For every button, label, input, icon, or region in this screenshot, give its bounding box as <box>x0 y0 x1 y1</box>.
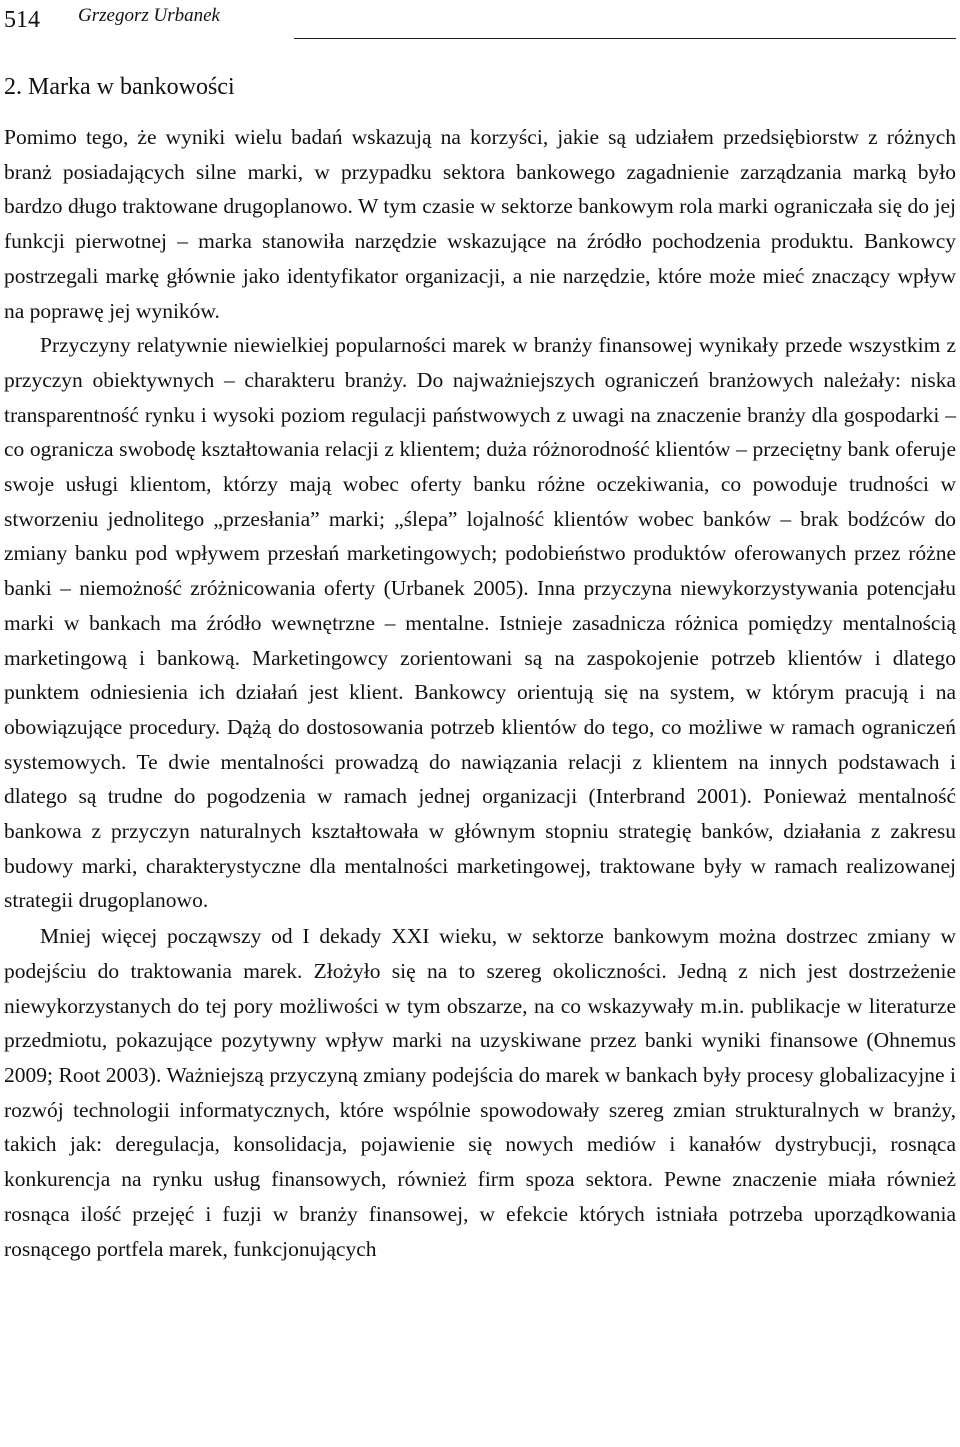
body-text <box>4 120 956 1266</box>
header-rule <box>294 38 956 39</box>
section-heading: 2. Marka w bankowości <box>4 74 235 100</box>
paragraph: Przyczyny relatywnie niewielkiej popularności marek w branży finansowej wynikały przede wszystkim z przyczyn obiektywnych – charakteru branży. Do najważniejszych ograniczeń branżowych należały: niska transparentność rynku i wysoki poziom regulacji państwowych z uwagi na znaczenie branży dla gospodarki – co ogranicza swobodę kształtowania relacji z klientem; duża różnorodność klientów – przeciętny bank oferuje swoje usługi klientom, którzy mają wobec oferty banku różne oczekiwania, co powoduje trudności w stworzeniu jednolitego „przesłania” marki; „ślepa” lojalność klientów wobec banków – brak bodźców do zmiany banku pod wpływem przesłań marketingowych; podobieństwo produktów oferowanych przez różne banki – niemożność zróżnicowania oferty (Urbanek 2005). Inna przyczyna niewykorzystywania potencjału marki w bankach ma źródło wewnętrzne – mentalne. Istnieje zasadnicza różnica pomiędzy mentalnością marketingową i bankową. Marketingowcy zorientowani są na zaspokojenie potrzeb klientów i dlatego punktem odniesienia ich działań jest klient. Bankowcy orientują się na system, w którym pracują i na obowiązujące procedury. Dążą do dostosowania potrzeb klientów do tego, co możliwe w ramach ograniczeń systemowych. Te dwie mentalności prowadzą do nawiązania relacji z klientem na innych podstawach i dlatego są trudne do pogodzenia w ramach jednej organizacji (Interbrand 2001). Ponieważ mentalność bankowa z przyczyn naturalnych kształtowała w głównym stopniu strategię banków, działania z zakresu budowy marki, charakterystyczne dla mentalności marketingowej, traktowane były w ramach realizowanej strategii drugoplanowo. <box>4 333 956 913</box>
running-head <box>4 0 956 40</box>
paragraph: Mniej więcej począwszy od I dekady XXI wieku, w sektorze bankowym można dostrzec zmiany w podejściu do traktowania marek. Złożyło się na to szereg okoliczności. Jedną z nich jest dostrzeżenie niewykorzystanych do tej pory możliwości w tym obszarze, na co wskazywały m.in. publikacje w literaturze przedmiotu, pokazujące pozytywny wpływ marki na uzyskiwane przez banki wyniki finansowe (Ohnemus 2009; Root 2003). Ważniejszą przyczyną zmiany podejścia do marek w bankach były procesy globalizacyjne i rozwój technologii informatycznych, które wspólnie spowodowały szereg zmian strukturalnych w branży, takich jak: deregulacja, konsolidacja, pojawienie się nowych mediów i kanałów dystrybucji, rosnąca konkurencja na rynku usług finansowych, również firm spoza sektora. Pewne znaczenie miała również rosnąca ilość przejęć i fuzji w branży finansowej, w efekcie których istniała potrzeba uporządkowania rosnącego portfela marek, funkcjonujących <box>4 924 956 1261</box>
page-number: 514 <box>4 7 40 33</box>
book-page <box>4 0 956 1261</box>
paragraph: Pomimo tego, że wyniki wielu badań wskazują na korzyści, jakie są udziałem przedsiębiorstw z różnych branż posiadających silne marki, w przypadku sektora bankowego zagadnienie zarządzania marką było bardzo długo traktowane drugoplanowo. W tym czasie w sektorze bankowym rola marki ograniczała się do jej funkcji pierwotnej – marka stanowiła narzędzie wskazujące na źródło pochodzenia produktu. Bankowcy postrzegali markę głównie jako identyfikator organizacji, a nie narzędzie, które może mieć znaczący wpływ na poprawę jej wyników. <box>4 125 956 323</box>
running-head-author: Grzegorz Urbanek <box>78 5 220 26</box>
